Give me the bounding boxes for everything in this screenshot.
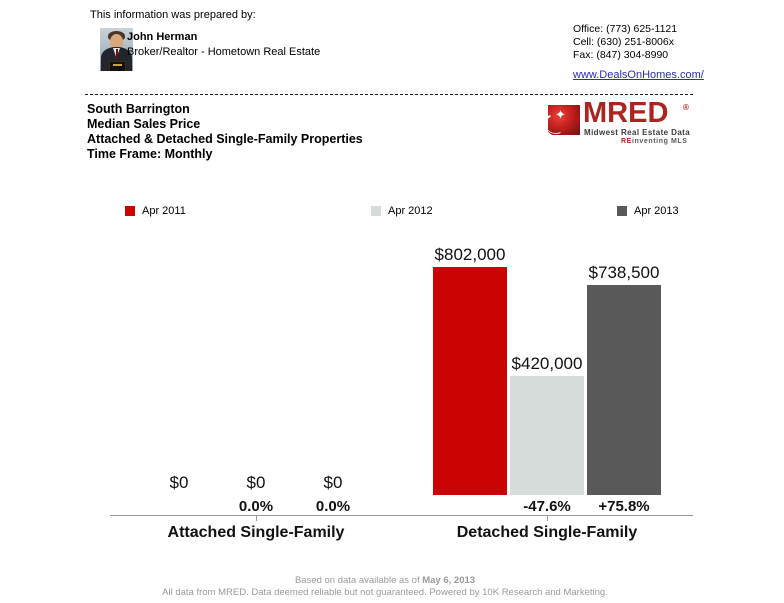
- contact-cell: Cell: (630) 251-8006x: [573, 36, 674, 48]
- bar-apr-2013: [587, 285, 661, 495]
- contact-office: Office: (773) 625-1121: [573, 23, 678, 35]
- mred-subtagline: REinventing MLS: [621, 138, 688, 145]
- photo-tie: [116, 49, 118, 60]
- bar-apr-2012: [510, 376, 584, 495]
- report-footer: [0, 575, 770, 599]
- prepared-by-label: This information was prepared by:: [90, 9, 256, 21]
- footer-date: May 6, 2013: [422, 575, 476, 586]
- mred-logo-mark: [548, 105, 580, 135]
- legend-label: Apr 2013: [634, 205, 679, 217]
- category-label-attached: Attached Single-Family: [167, 524, 345, 541]
- bar-pct-label: 0.0%: [315, 498, 351, 515]
- title-timeframe: Time Frame: Monthly: [87, 147, 213, 161]
- website-link[interactable]: www.DealsOnHomes.com/: [573, 69, 704, 81]
- legend-swatch: [371, 206, 381, 216]
- bar-value-label: $420,000: [511, 354, 583, 373]
- bar-value-label: $0: [246, 473, 266, 492]
- starburst-icon: ✦: [555, 107, 566, 122]
- legend-swatch: [125, 206, 135, 216]
- header-divider: [85, 94, 693, 95]
- title-area: South Barrington: [87, 102, 190, 116]
- registered-mark: ®: [683, 103, 689, 112]
- footer-availability: Based on data available as of May 6, 2013: [294, 575, 476, 586]
- category-label-detached: Detached Single-Family: [456, 524, 638, 541]
- report-title-block: [87, 102, 363, 162]
- agent-name: John Herman: [127, 31, 198, 43]
- bar-value-label: $802,000: [434, 245, 506, 264]
- mred-tagline: Midwest Real Estate Data: [584, 128, 691, 137]
- contact-fax: Fax: (847) 304-8990: [573, 49, 669, 61]
- bar-pct-label: +75.8%: [598, 498, 650, 515]
- x-axis: [110, 515, 693, 516]
- bar-pct-label: 0.0%: [238, 498, 274, 515]
- legend-label: Apr 2012: [388, 205, 433, 217]
- mred-logo: [546, 97, 696, 149]
- footer-disclaimer: All data from MRED. Data deemed reliable but not guaranteed. Powered by 10K Research and Marketing.: [162, 587, 608, 598]
- title-metric: Median Sales Price: [87, 117, 201, 131]
- mred-wordmark: MRED: [583, 97, 669, 129]
- bar-apr-2011: [433, 267, 507, 495]
- agent-title: Broker/Realtor - Hometown Real Estate: [127, 46, 321, 58]
- bar-value-label: $0: [323, 473, 343, 492]
- title-property-types: Attached & Detached Single-Family Properties: [87, 132, 363, 146]
- bar-value-label: $0: [169, 473, 189, 492]
- bar-pct-label: -47.6%: [523, 498, 571, 515]
- legend-swatch: [617, 206, 627, 216]
- bar-value-label: $738,500: [588, 263, 660, 282]
- photo-badge: [109, 61, 126, 71]
- legend-label: Apr 2011: [142, 205, 186, 217]
- contact-block: [573, 23, 677, 62]
